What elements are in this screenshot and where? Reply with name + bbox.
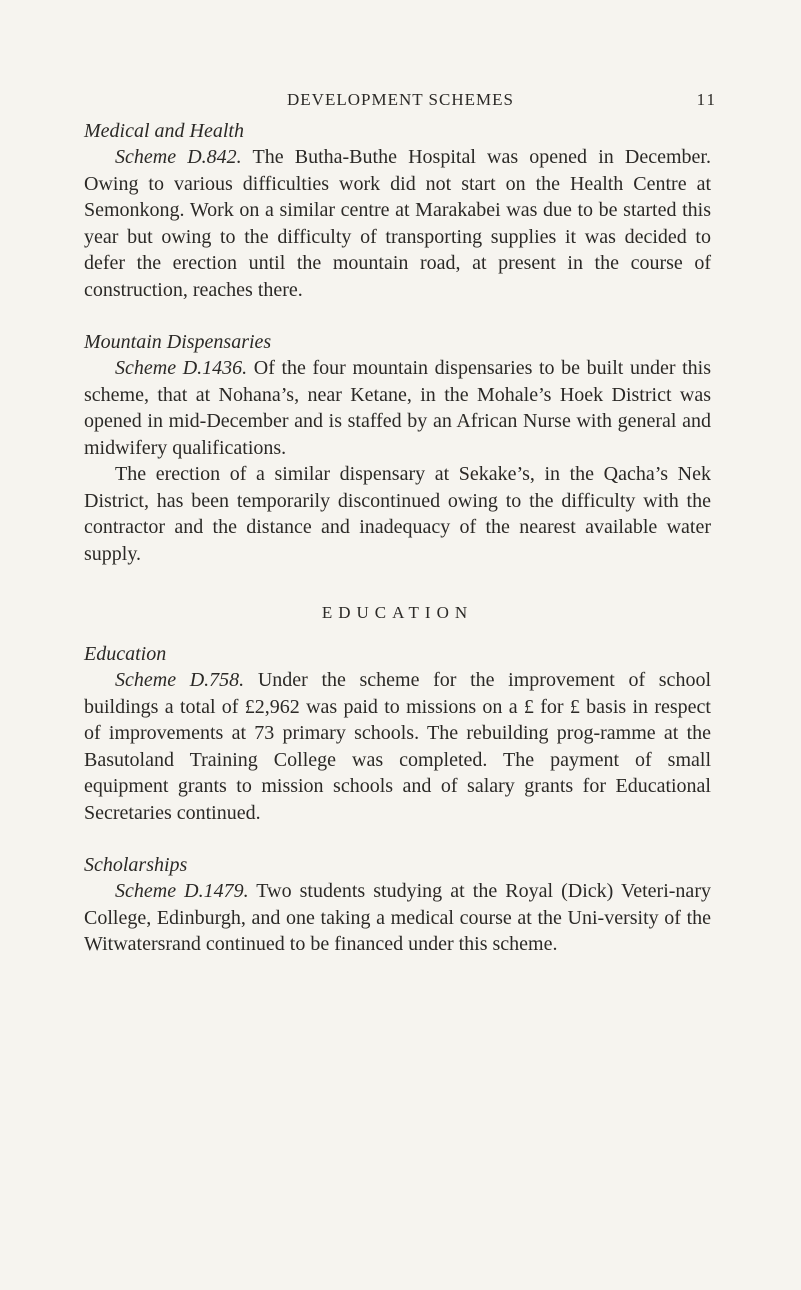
paragraph-text: Of the four mountain dispensaries to be built under this scheme, that at Nohana’s, near Ketane, in the Mohale’s Hoek District was opened in mid-December and is staffed by an African Nurse with general and midwifery qualifications.	[84, 357, 711, 459]
scheme-reference: Scheme D.1479.	[115, 880, 249, 902]
paragraph	[84, 355, 711, 461]
paragraph	[84, 667, 711, 826]
section-education	[84, 641, 711, 826]
paragraph-text: Under the scheme for the improvement of school buildings a total of £2,962 was paid to missions on a £ for £ basis in respect of improvements at 73 primary schools. The rebuilding prog-ramme at the Basutoland Training College was completed. The payment of small equipment grants to mission schools and of salary grants for Educational Secretaries continued.	[84, 669, 711, 824]
running-header	[0, 88, 801, 112]
section-heading: Education	[84, 643, 167, 665]
paragraph-text: Two students studying at the Royal (Dick) Veteri-nary College, Edinburgh, and one taking a medical course at the Uni-versity of the Witwatersrand continued to be financed under this scheme.	[84, 880, 711, 955]
scheme-reference: Scheme D.758.	[115, 669, 245, 691]
section-medical-and-health	[84, 118, 711, 303]
education-title: EDUCATION	[321, 603, 474, 622]
scheme-reference: Scheme D.1436.	[115, 357, 248, 379]
page-body	[84, 118, 711, 984]
page-number: 11	[696, 90, 717, 109]
running-title: DEVELOPMENT SCHEMES	[287, 90, 514, 109]
paragraph-text: The Butha-Buthe Hospital was opened in December. Owing to various difficulties work did not start on the Health Centre at Semonkong. Work on a similar centre at Marakabei was due to be started this year but owing to the difficulty of transporting supplies it was decided to defer the erection until the mountain road, at present in the course of construction, reaches there.	[84, 146, 711, 301]
section-heading: Mountain Dispensaries	[84, 331, 272, 353]
section-heading: Medical and Health	[84, 120, 244, 142]
paragraph: The erection of a similar dispensary at Sekake’s, in the Qacha’s Nek District, has been temporarily discontinued owing to the difficulty with the contractor and the distance and inadequacy of the nearest available water supply.	[84, 463, 711, 565]
paragraph	[84, 144, 711, 303]
section-heading: Scholarships	[84, 854, 188, 876]
section-scholarships	[84, 852, 711, 958]
paragraph	[84, 878, 711, 958]
section-mountain-dispensaries	[84, 329, 711, 567]
scheme-reference: Scheme D.842.	[115, 146, 242, 168]
